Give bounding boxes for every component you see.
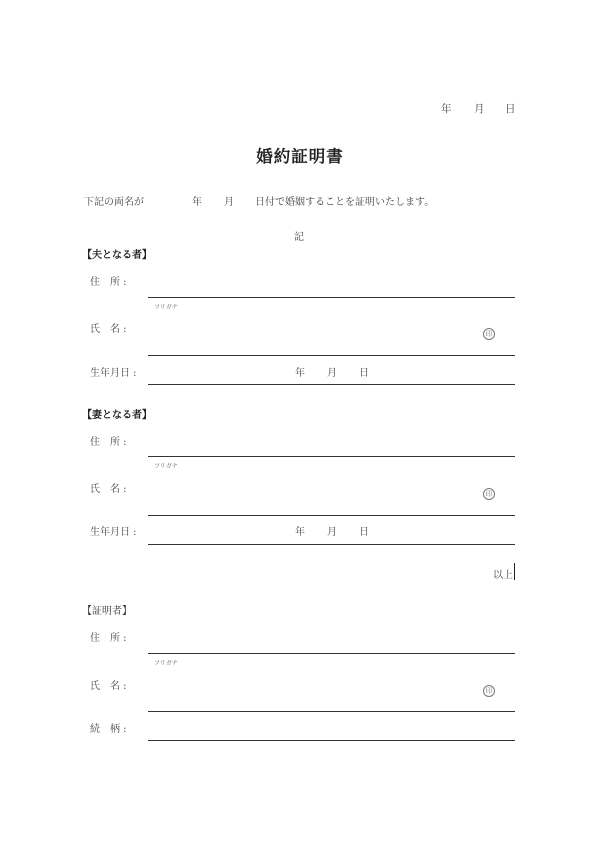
- wife-address-label: 住 所 :: [90, 437, 127, 448]
- wife-address-line[interactable]: [148, 456, 515, 457]
- witness-address-label: 住 所 :: [90, 633, 127, 644]
- intro-month: 月: [224, 197, 234, 208]
- wife-seal-icon: 印: [483, 488, 495, 500]
- wife-birth-label: 生年月日 :: [90, 527, 137, 538]
- ki-label: 記: [294, 232, 304, 243]
- witness-furigana-label: フリガナ: [154, 660, 178, 667]
- ijou-label: 以上: [493, 570, 513, 581]
- intro-suffix: 日付で婚姻することを証明いたします。: [255, 197, 435, 208]
- header-day: 日: [505, 103, 516, 115]
- wife-birth-line[interactable]: [148, 544, 515, 545]
- husband-name-label: 氏 名 :: [90, 324, 127, 335]
- witness-relation-line[interactable]: [148, 740, 515, 741]
- husband-birth-year: 年: [295, 368, 305, 379]
- husband-birth-day: 日: [359, 368, 369, 379]
- header-year: 年: [441, 103, 452, 115]
- husband-furigana-label: フリガナ: [154, 304, 178, 311]
- witness-address-line[interactable]: [148, 653, 515, 654]
- husband-address-label: 住 所 :: [90, 277, 127, 288]
- witness-name-label: 氏 名 :: [90, 681, 127, 692]
- intro-year: 年: [192, 197, 202, 208]
- wife-birth-year: 年: [295, 527, 305, 538]
- wife-furigana-label: フリガナ: [154, 463, 178, 470]
- wife-birth-month: 月: [327, 527, 337, 538]
- witness-seal-icon: 印: [483, 685, 495, 697]
- document-title: 婚約証明書: [256, 147, 344, 166]
- witness-heading: 【証明者】: [82, 606, 132, 617]
- husband-heading: 【夫となる者】: [82, 250, 152, 261]
- wife-heading: 【妻となる者】: [82, 410, 152, 421]
- witness-name-line[interactable]: [148, 711, 515, 712]
- wife-name-label: 氏 名 :: [90, 484, 127, 495]
- intro-prefix: 下記の両名が: [84, 197, 144, 208]
- husband-name-line[interactable]: [148, 355, 515, 356]
- husband-birth-line[interactable]: [148, 384, 515, 385]
- text-cursor: [514, 563, 515, 580]
- wife-name-line[interactable]: [148, 515, 515, 516]
- wife-birth-day: 日: [359, 527, 369, 538]
- witness-relation-label: 続 柄 :: [90, 724, 127, 735]
- husband-seal-icon: 印: [483, 328, 495, 340]
- husband-birth-month: 月: [327, 368, 337, 379]
- husband-address-line[interactable]: [148, 297, 515, 298]
- husband-birth-label: 生年月日 :: [90, 368, 137, 379]
- header-month: 月: [474, 103, 485, 115]
